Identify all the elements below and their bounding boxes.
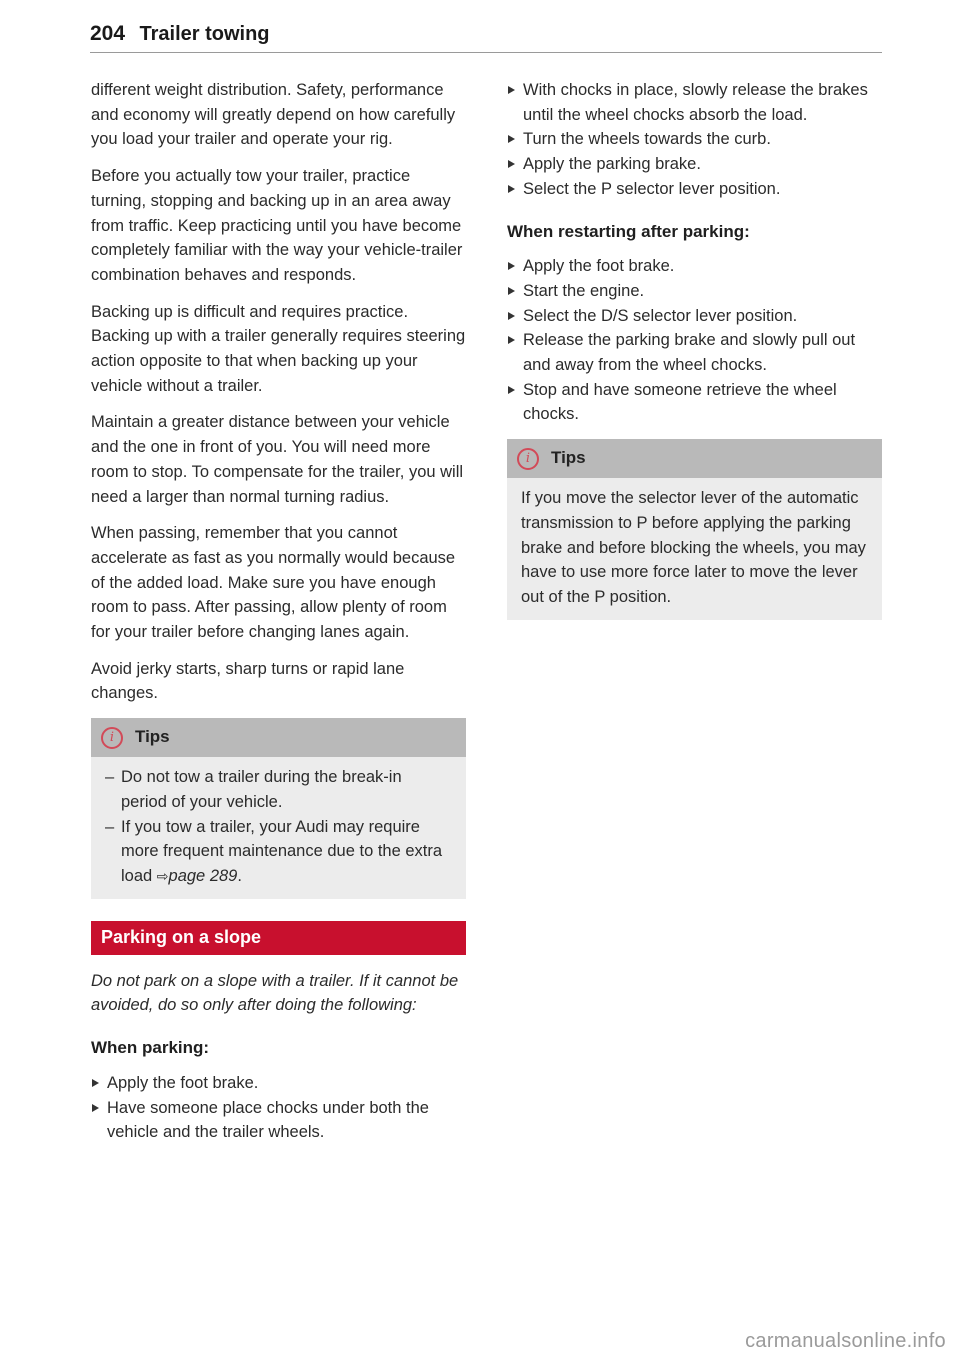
step-list [507, 78, 882, 202]
watermark: carmanualsonline.info [745, 1330, 946, 1352]
paragraph: different weight distribution. Safety, performance and economy will greatly depend on how carefully you load your trailer and operate your rig. [91, 81, 456, 149]
tips-box [507, 439, 882, 620]
tips-body [91, 757, 466, 899]
step-list [91, 1071, 466, 1145]
tips-item: – Do not tow a trailer during the break-in period of your vehicle. [105, 765, 452, 814]
left-column [91, 78, 466, 1157]
paragraph: Avoid jerky starts, sharp turns or rapid lane changes. [91, 659, 405, 703]
section-heading: Parking on a slope [91, 921, 466, 955]
info-icon: i [101, 727, 123, 749]
step-list [507, 254, 882, 427]
arrow-right-icon: ⇨ [156, 867, 169, 884]
tips-text: If you move the selector lever of the automatic transmission to P before applying the parking brake and before blocking the wheels, you may have to use more force later to move the lever out of the P position. [521, 489, 866, 606]
subheading: When parking: [91, 1038, 210, 1058]
section-intro: Do not park on a slope with a trailer. If it cannot be avoided, do so only after doing the following: [91, 971, 459, 1015]
paragraph: When passing, remember that you cannot accelerate as fast as you normally would because of the added load. Make sure you have enough room to pass. After passing, allow plenty of room for your trailer before changing lanes again. [91, 524, 456, 642]
subheading: When restarting after parking: [507, 221, 750, 241]
list-item: Select the P selector lever position. [507, 177, 882, 202]
info-icon: i [517, 448, 539, 470]
tips-list [105, 765, 452, 889]
list-item: Stop and have someone retrieve the wheel chocks. [507, 378, 882, 427]
list-item: Select the D/S selector lever position. [507, 304, 882, 329]
tips-header [507, 439, 882, 478]
paragraph: Maintain a greater distance between your vehicle and the one in front of you. You will need more room to stop. To compensate for the trailer, you will need a larger than normal turning radius. [91, 413, 464, 506]
tips-box [91, 718, 466, 899]
list-item: Start the engine. [507, 279, 882, 304]
list-item: Apply the foot brake. [91, 1071, 466, 1096]
list-item: Turn the wheels towards the curb. [507, 127, 882, 152]
list-item: Have someone place chocks under both the vehicle and the trailer wheels. [91, 1096, 466, 1145]
list-item: With chocks in place, slowly release the brakes until the wheel chocks absorb the load. [507, 78, 882, 127]
right-column [507, 78, 882, 634]
list-item: Apply the foot brake. [507, 254, 882, 279]
list-item: Apply the parking brake. [507, 152, 882, 177]
tips-header [91, 718, 466, 757]
paragraph: Backing up is difficult and requires practice. Backing up with a trailer generally requires steering action opposite to that when backing up your vehicle without a trailer. [91, 302, 466, 395]
page-number: 204 [90, 22, 126, 45]
page-header [90, 22, 882, 53]
tips-body [507, 478, 882, 620]
tips-title: Tips [135, 727, 170, 747]
tips-item-end: . [237, 866, 242, 885]
tips-item [105, 815, 452, 889]
section-title: Trailer towing [139, 23, 270, 45]
tips-item-text: If you tow a trailer, your Audi may require more frequent maintenance due to the extra load [121, 817, 443, 885]
tips-title: Tips [551, 448, 586, 468]
paragraph: Before you actually tow your trailer, practice turning, stopping and backing up in an area away from traffic. Keep practicing until you have become completely familiar with the way your vehicle-trailer combination behaves and responds. [91, 167, 463, 284]
list-item: Release the parking brake and slowly pull out and away from the wheel chocks. [507, 328, 882, 377]
page-reference-link[interactable]: page 289 [168, 866, 238, 885]
